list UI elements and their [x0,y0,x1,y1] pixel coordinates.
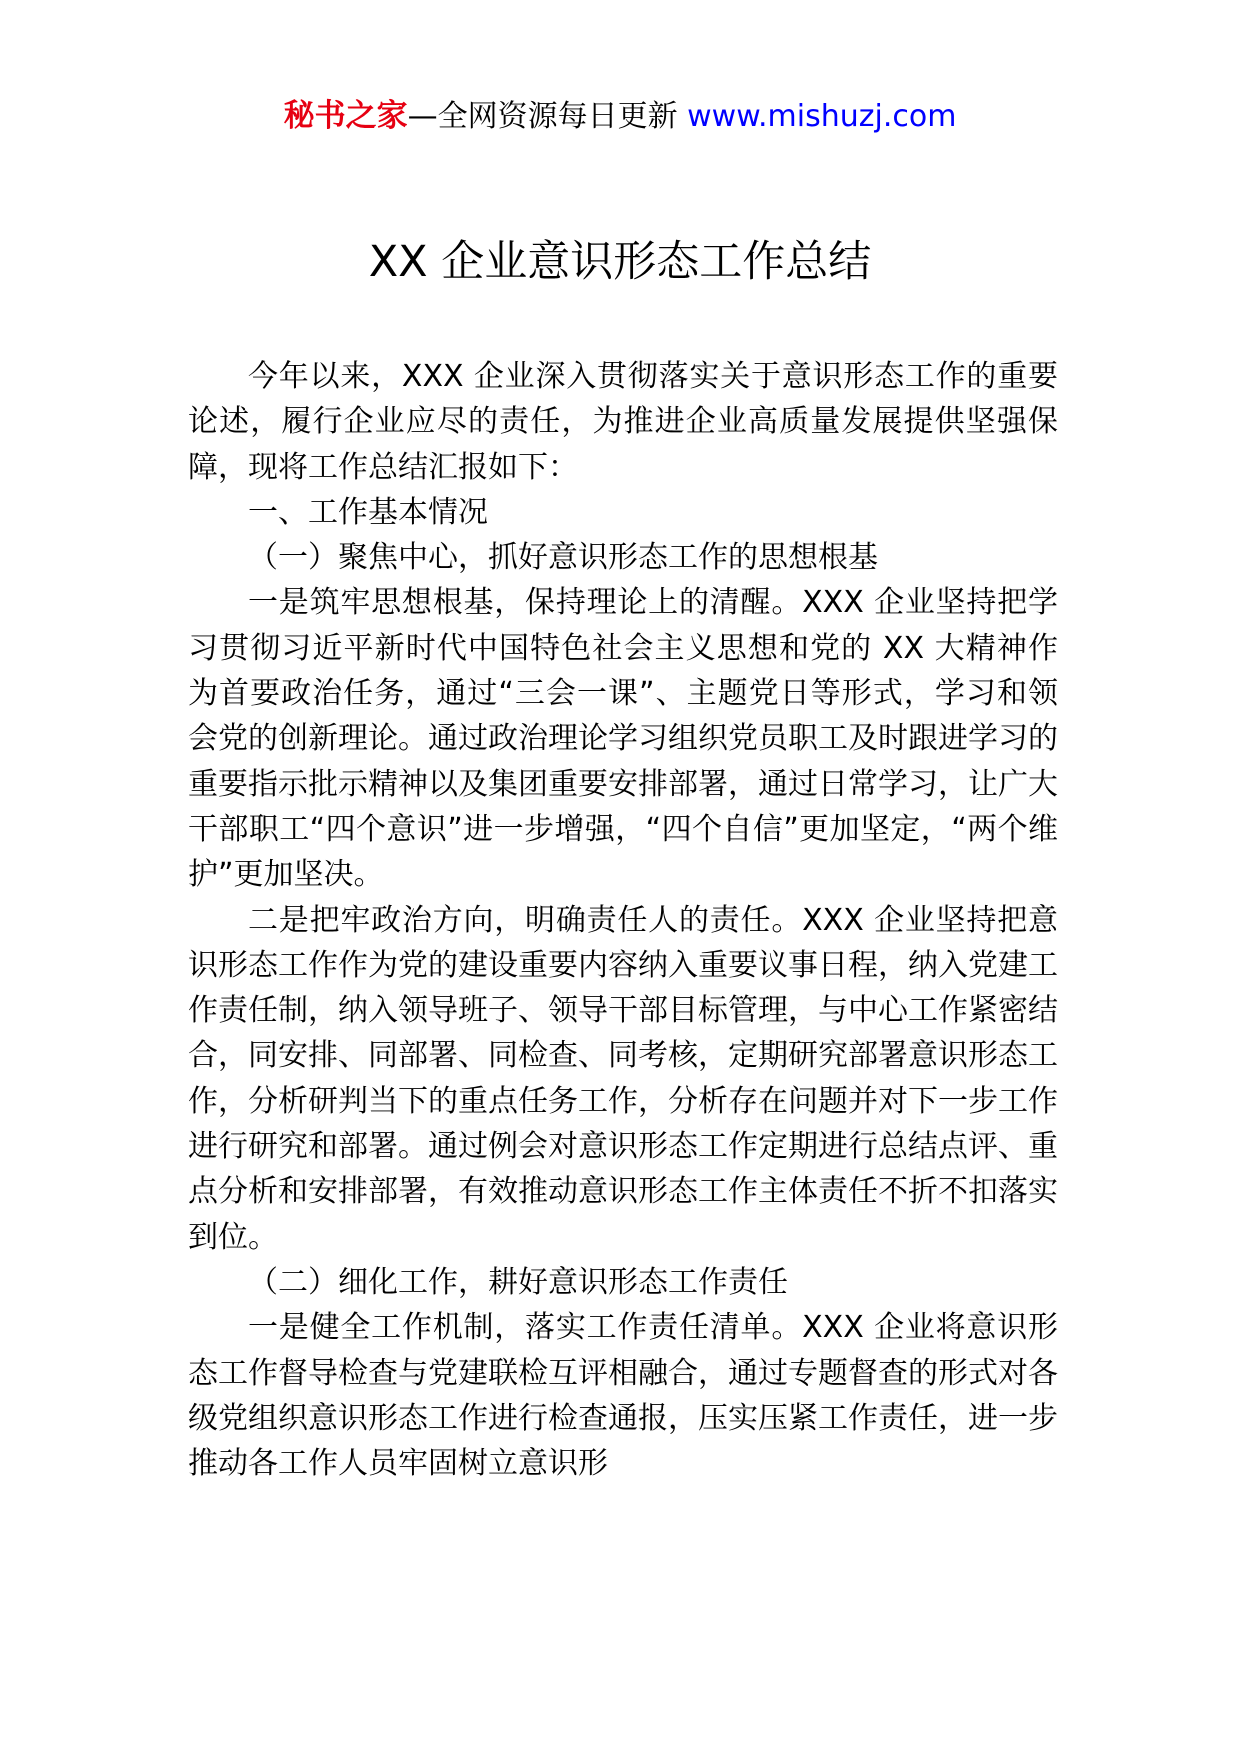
heading-subsection-2: （二）细化工作，耕好意识形态工作责任 [248,1264,788,1300]
site-header-banner [0,96,1240,137]
paragraph-item-3: 一是健全工作机制，落实工作责任清单。XXX 企业将意识形态工作督导检查与党建联检互评相融合，通过专题督查的形式对各级党组织意识形态工作进行检查通报，压实压紧工作责任，进一步推动各工作人员牢固树立意识形 [188,1310,1058,1482]
paragraph-item-2: 二是把牢政治方向，明确责任人的责任。XXX 企业坚持把意识形态工作作为党的建设重要内容纳入重要议事日程，纳入党建工作责任制，纳入领导班子、领导干部目标管理，与中心工作紧密结合，同安排、同部署、同检查、同考核，定期研究部署意识形态工作，分析研判当下的重点任务工作，分析存在问题并对下一步工作进行研究和部署。通过例会对意识形态工作定期进行总结点评、重点分析和安排部署，有效推动意识形态工作主体责任不折不扣落实到位。 [188,902,1058,1255]
header-tagline: —全网资源每日更新 [407,99,688,134]
heading-section-1: 一、工作基本情况 [248,494,488,530]
brand-name: 秘书之家 [283,98,408,134]
document-body [188,354,1058,1486]
paragraph-item-1: 一是筑牢思想根基，保持理论上的清醒。XXX 企业坚持把学习贯彻习近平新时代中国特色社会主义思想和党的 XX 大精神作为首要政治任务，通过“三会一课”、主题党日等形式，学习和领会党的创新理论。通过政治理论学习组织党员职工及时跟进学习的重要指示批示精神以及集团重要安排部署，通过日常学习，让广大干部职工“四个意识”进一步增强，“四个自信”更加坚定，“两个维护”更加坚决。 [188,585,1058,893]
paragraph-intro: 今年以来，XXX 企业深入贯彻落实关于意识形态工作的重要论述，履行企业应尽的责任，为推进企业高质量发展提供坚强保障，现将工作总结汇报如下： [188,359,1058,485]
document-title: XX 企业意识形态工作总结 [368,237,872,287]
site-url-link[interactable]: www.mishuzj.com [687,99,957,134]
heading-subsection-1: （一）聚焦中心，抓好意识形态工作的思想根基 [248,540,878,576]
